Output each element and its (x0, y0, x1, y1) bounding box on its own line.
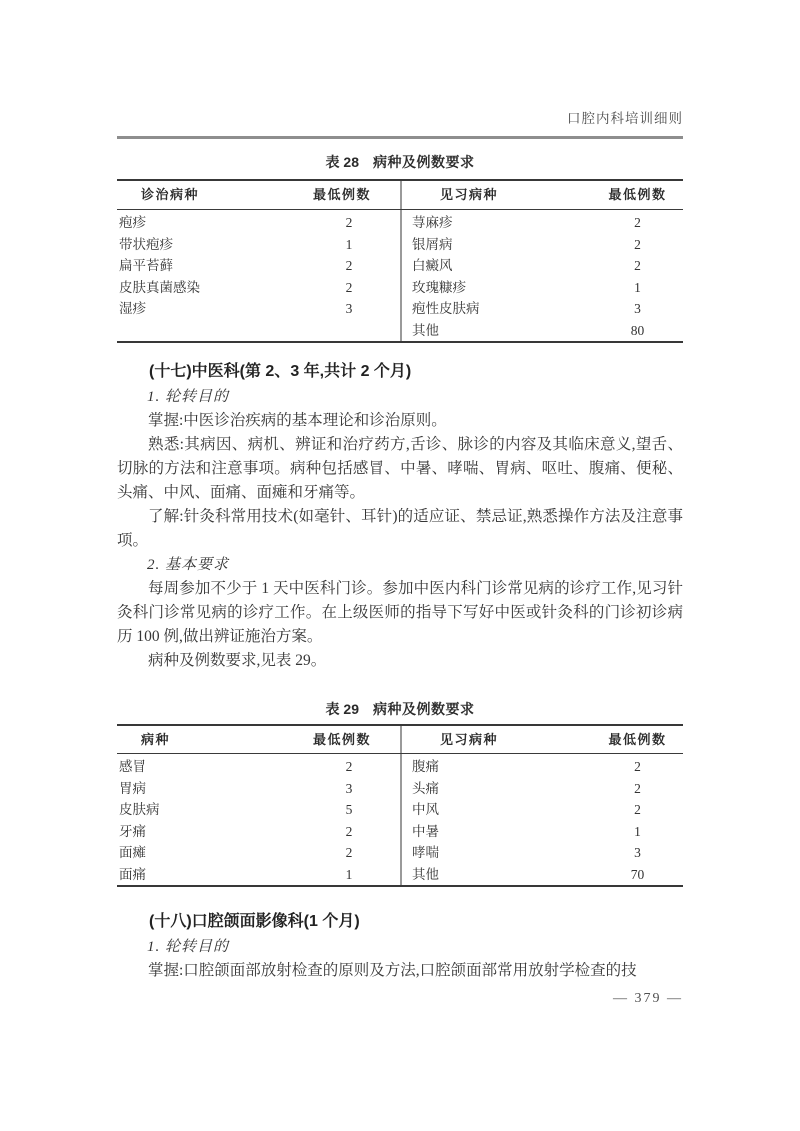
table-row (117, 799, 683, 821)
min-cases-cell: 2 (345, 759, 353, 774)
paragraph-grasp-radiology: 掌握:口腔颌面部放射检查的原则及方法,口腔颌面部常用放射学检查的技 (148, 962, 637, 979)
table-row (117, 778, 683, 800)
disease-name-cell: 玫瑰糠疹 (400, 277, 592, 299)
column-header-min-cases-right: 最低例数 (608, 187, 667, 202)
min-cases-cell: 2 (634, 802, 641, 817)
paragraph-weekly-requirement: 每周参加不少于 1 天中医科门诊。参加中医内科门诊常见病的诊疗工作,见习针灸科门诊常见病的诊疗工作。在上级医师的指导下写好中医或针灸科的门诊初诊病历 100 例,做出辨证施治方案。 (117, 580, 683, 645)
table-29 (117, 724, 683, 887)
paragraph-familiar: 熟悉:其病因、病机、辨证和治疗药方,舌诊、脉诊的内容及其临床意义,望舌、切脉的方法和注意事项。病种包括感冒、中暑、哮喘、胃病、呕吐、腹痛、便秘、头痛、中风、面痛、面瘫和牙痛等。 (117, 436, 683, 501)
disease-name-cell: 胃病 (119, 780, 146, 796)
min-cases-cell: 2 (634, 236, 641, 252)
table-row (117, 864, 683, 886)
min-cases-cell: 1 (345, 866, 353, 882)
disease-name-cell: 腹痛 (400, 754, 592, 778)
min-cases-cell: 2 (345, 279, 353, 295)
disease-name-cell: 皮肤真菌感染 (119, 279, 200, 295)
min-cases-cell: 70 (630, 866, 645, 882)
disease-name-cell: 湿疹 (119, 301, 146, 316)
min-cases-cell: 1 (345, 236, 353, 252)
table29-caption-title: 病种及例数要求 (372, 701, 475, 717)
min-cases-cell (298, 320, 400, 342)
table-row (117, 255, 683, 277)
disease-name-cell: 其他 (400, 864, 592, 886)
table-row (117, 298, 683, 320)
table29-body (117, 754, 683, 885)
paragraph-grasp: 掌握:中医诊治疾病的基本理论和诊治原则。 (148, 412, 447, 429)
disease-name-cell: 其他 (400, 320, 592, 342)
min-cases-cell: 80 (630, 322, 645, 338)
min-cases-cell: 2 (345, 823, 353, 839)
disease-name-cell: 中暑 (400, 821, 592, 843)
disease-name-cell: 哮喘 (400, 842, 592, 864)
column-header-observed-disease: 见习病种 (400, 181, 592, 209)
table-row (117, 842, 683, 864)
min-cases-cell: 2 (345, 258, 353, 273)
column-header-treated-disease: 诊治病种 (141, 187, 200, 202)
table28-caption (117, 154, 683, 171)
min-cases-cell: 1 (634, 823, 641, 839)
table29-caption-label: 表 29 (325, 701, 359, 717)
min-cases-cell: 2 (634, 215, 641, 230)
disease-name-cell (117, 320, 298, 342)
page-number: — 379 — (613, 991, 683, 1006)
min-cases-cell: 5 (345, 802, 353, 817)
paragraph-table29-reference: 病种及例数要求,见表 29。 (148, 652, 327, 669)
table-row (117, 234, 683, 256)
disease-name-cell: 皮肤病 (119, 802, 160, 817)
header-rule (117, 136, 683, 139)
table28-header-row (117, 181, 683, 210)
disease-name-cell: 面痛 (119, 866, 146, 882)
min-cases-cell: 2 (634, 780, 641, 796)
disease-name-cell: 感冒 (119, 759, 146, 774)
disease-name-cell: 银屑病 (400, 234, 592, 256)
table28-caption-label: 表 28 (325, 154, 359, 170)
table-28 (117, 179, 683, 343)
table29-caption (117, 701, 683, 718)
section-17-heading: (十七)中医科(第 2、3 年,共计 2 个月) (149, 363, 412, 380)
min-cases-cell: 2 (634, 759, 641, 774)
column-header-min-cases-right: 最低例数 (608, 732, 667, 747)
disease-name-cell: 面瘫 (119, 845, 146, 860)
running-header (117, 110, 683, 128)
disease-name-cell: 牙痛 (119, 823, 146, 839)
disease-name-cell: 头痛 (400, 778, 592, 800)
section-17-sub-1: 1. 轮转目的 (147, 389, 230, 405)
table28-caption-title: 病种及例数要求 (372, 154, 475, 170)
table-row (117, 320, 683, 342)
disease-name-cell: 荨麻疹 (400, 210, 592, 234)
disease-name-cell: 扁平苔藓 (119, 258, 173, 273)
table28-body (117, 210, 683, 341)
min-cases-cell: 3 (634, 301, 641, 316)
disease-name-cell: 疱疹 (119, 215, 146, 230)
table29-header-row (117, 726, 683, 754)
table-row (117, 277, 683, 299)
column-header-min-cases-left: 最低例数 (312, 187, 371, 202)
disease-name-cell: 带状疱疹 (119, 236, 173, 252)
min-cases-cell: 2 (345, 845, 353, 860)
min-cases-cell: 3 (634, 845, 641, 860)
min-cases-cell: 2 (345, 215, 353, 230)
column-header-observed-disease: 见习病种 (400, 726, 592, 753)
table-row (117, 821, 683, 843)
paragraph-understand: 了解:针灸科常用技术(如毫针、耳针)的适应证、禁忌证,熟悉操作方法及注意事项。 (117, 508, 683, 549)
column-header-min-cases-left: 最低例数 (312, 732, 371, 747)
running-header-title: 口腔内科培训细则 (567, 111, 683, 126)
disease-name-cell: 白癜风 (400, 255, 592, 277)
min-cases-cell: 2 (634, 258, 641, 273)
min-cases-cell: 3 (345, 780, 353, 796)
table-row (117, 754, 683, 778)
min-cases-cell: 3 (345, 301, 353, 316)
section-18-sub-1: 1. 轮转目的 (147, 939, 230, 955)
section-17-sub-2: 2. 基本要求 (147, 557, 230, 573)
disease-name-cell: 中风 (400, 799, 592, 821)
page-content (117, 0, 683, 1007)
column-header-disease: 病种 (141, 732, 171, 747)
section-18-heading: (十八)口腔颌面影像科(1 个月) (149, 913, 360, 930)
min-cases-cell: 1 (634, 279, 641, 295)
disease-name-cell: 疱性皮肤病 (400, 298, 592, 320)
table-row (117, 210, 683, 234)
